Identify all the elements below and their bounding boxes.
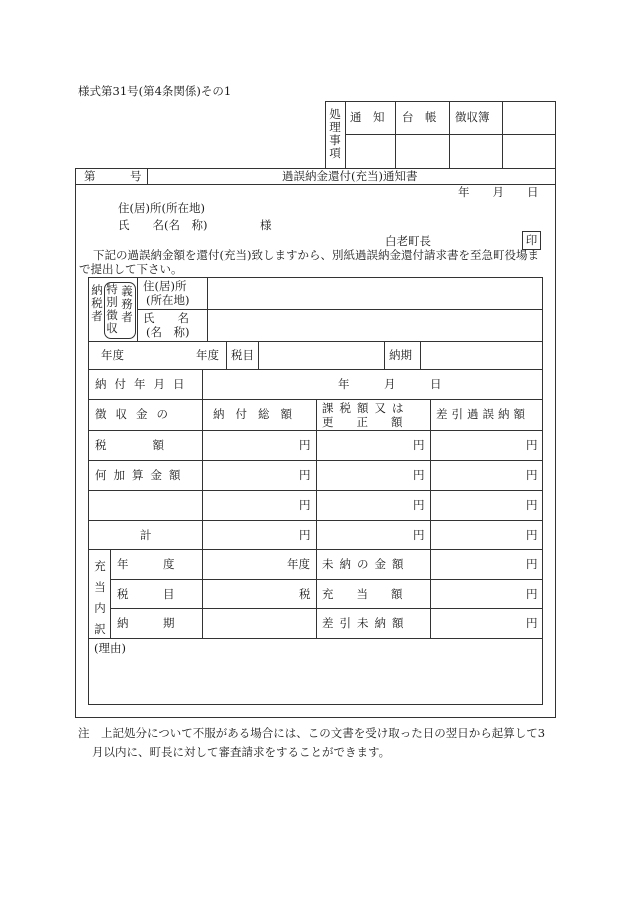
payment-date-text: 年 月 日 bbox=[338, 377, 442, 391]
header-collection-item: 徴収金の bbox=[95, 407, 177, 421]
issuer-title: 白老町長 bbox=[385, 234, 431, 248]
unit-yen: 円 bbox=[299, 498, 311, 512]
header-refund-amount: 差引過誤納額 bbox=[436, 407, 529, 421]
special-collection-label: 特別徴収 bbox=[106, 282, 118, 335]
unit-yen: 円 bbox=[526, 468, 538, 482]
header-tax-change-line1: 課税額又は bbox=[322, 401, 410, 415]
row-label: 税 額 bbox=[95, 438, 164, 452]
taxpayer-name-label: 氏 名 bbox=[143, 311, 189, 325]
tax-item-label: 税目 bbox=[231, 348, 254, 362]
unit-yen: 円 bbox=[413, 438, 425, 452]
form-number: 様式第31号(第4条関係)その1 bbox=[78, 84, 232, 98]
unit-yen: 円 bbox=[526, 616, 538, 630]
allocation-right-label: 未納の金額 bbox=[322, 557, 410, 571]
unit-yen: 円 bbox=[526, 438, 538, 452]
processing-col-ledger: 台 帳 bbox=[402, 110, 437, 124]
taxpayer-address-label: 住(居)所 bbox=[143, 279, 187, 293]
unit-yen: 円 bbox=[299, 438, 311, 452]
allocation-row-label: 納 期 bbox=[117, 616, 175, 630]
reason-label: (理由) bbox=[94, 641, 126, 655]
recipient-name-label: 氏 名(名 称) bbox=[118, 218, 208, 232]
payment-date-label: 納付年月日 bbox=[95, 377, 193, 391]
allocation-right-label: 充 当 額 bbox=[322, 587, 403, 601]
note-line2: 月以内に、町長に対して審査請求をすることができます。 bbox=[92, 745, 391, 759]
body-text-line2: で提出して下さい。 bbox=[79, 262, 183, 276]
year-suffix: 年度 bbox=[196, 348, 219, 362]
note-line1: 注 上記処分について不服がある場合には、この文書を受け取った日の翌日から起算して3 bbox=[78, 726, 546, 740]
duty-holder-label: 義務者 bbox=[121, 284, 133, 324]
unit-yen: 円 bbox=[526, 498, 538, 512]
recipient-address-label: 住(居)所(所在地) bbox=[118, 201, 205, 215]
unit-yen: 円 bbox=[299, 468, 311, 482]
unit-yen: 円 bbox=[526, 557, 538, 571]
taxpayer-label: 納税者 bbox=[91, 283, 103, 323]
issue-date: 年 月 日 bbox=[458, 185, 539, 199]
period-label: 納期 bbox=[389, 348, 412, 362]
unit-yen: 円 bbox=[413, 528, 425, 542]
allocation-row-label: 年 度 bbox=[117, 557, 175, 571]
year-label: 年度 bbox=[101, 348, 124, 362]
body-text-line1: 下記の過誤納金額を還付(充当)致しますから、別紙過誤納金還付請求書を至急町役場ま bbox=[93, 248, 539, 262]
honorific: 様 bbox=[260, 218, 272, 232]
seal-box: 印 bbox=[522, 231, 541, 250]
allocation-right-label: 差引未納額 bbox=[322, 616, 410, 630]
allocation-row-label: 税 目 bbox=[117, 587, 175, 601]
header-tax-change-line2: 更 正 額 bbox=[322, 415, 403, 429]
processing-label: 処理事項 bbox=[329, 107, 341, 160]
taxpayer-name-sub: (名 称) bbox=[146, 325, 190, 339]
header-total-paid: 納付総額 bbox=[213, 407, 303, 421]
taxpayer-address-sub: (所在地) bbox=[146, 293, 190, 307]
row-label: 何加算金額 bbox=[95, 468, 188, 482]
unit-yen: 円 bbox=[413, 468, 425, 482]
allocation-row-value: 税 bbox=[299, 587, 311, 601]
number-label: 第 号 bbox=[84, 169, 142, 183]
unit-yen: 円 bbox=[526, 528, 538, 542]
unit-yen: 円 bbox=[526, 587, 538, 601]
processing-col-notice: 通 知 bbox=[350, 110, 385, 124]
notice-title: 過誤納金還付(充当)通知書 bbox=[282, 169, 418, 183]
unit-yen: 円 bbox=[413, 498, 425, 512]
unit-yen: 円 bbox=[299, 528, 311, 542]
total-label: 計 bbox=[140, 528, 152, 542]
processing-col-collection: 徴収簿 bbox=[455, 110, 490, 124]
allocation-label: 充当内訳 bbox=[94, 559, 106, 636]
allocation-row-value: 年度 bbox=[287, 557, 310, 571]
